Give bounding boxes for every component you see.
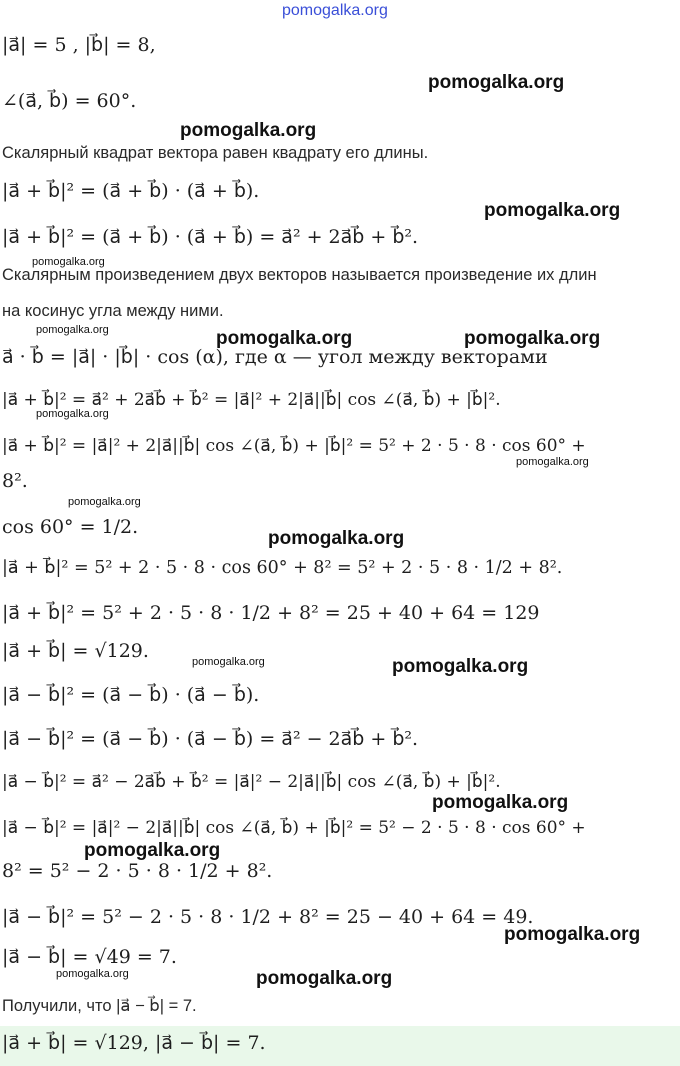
watermark: pomogalka.org	[36, 324, 109, 336]
top-watermark: pomogalka.org	[282, 2, 388, 19]
watermark: pomogalka.org	[36, 408, 109, 420]
formula-line: 8².	[2, 470, 28, 492]
answer-box	[0, 1026, 680, 1066]
formula-line: |a⃗ − b⃗|² = 5² − 2 · 5 · 8 · 1/2 + 8² = 25 − 40 + 64 = 49.	[2, 906, 534, 928]
text-line: Скалярный квадрат вектора равен квадрату его длины.	[2, 144, 429, 162]
watermark: pomogalka.org	[68, 496, 141, 508]
watermark: pomogalka.org	[392, 656, 529, 677]
conclusion-line: Получили, что |a⃗ − b⃗| = 7.	[2, 997, 197, 1015]
watermark: pomogalka.org	[504, 924, 641, 945]
watermark: pomogalka.org	[180, 120, 317, 141]
formula-line: |a⃗ + b⃗|² = 5² + 2 · 5 · 8 · cos 60° + 8² = 5² + 2 · 5 · 8 · 1/2 + 8².	[2, 558, 563, 578]
text-line: на косинус угла между ними.	[2, 302, 224, 320]
given-angle: ∠(a⃗, b⃗) = 60°.	[2, 90, 137, 112]
formula-line: |a⃗ + b⃗|² = |a⃗|² + 2|a⃗||b⃗| cos ∠(a⃗, b⃗) + |b⃗|² = 5² + 2 · 5 · 8 · cos 60° +	[2, 436, 586, 456]
formula-line: |a⃗ + b⃗|² = (a⃗ + b⃗) · (a⃗ + b⃗).	[2, 180, 260, 202]
formula-line: |a⃗ − b⃗| = √49 = 7.	[2, 946, 177, 968]
formula-line: |a⃗ − b⃗|² = |a⃗|² − 2|a⃗||b⃗| cos ∠(a⃗, b⃗) + |b⃗|² = 5² − 2 · 5 · 8 · cos 60° +	[2, 818, 586, 838]
formula-line: |a⃗ − b⃗|² = (a⃗ − b⃗) · (a⃗ − b⃗).	[2, 684, 260, 706]
formula-line: |a⃗ + b⃗| = √129.	[2, 640, 149, 662]
watermark: pomogalka.org	[432, 792, 569, 813]
watermark: pomogalka.org	[216, 328, 353, 349]
formula-line: cos 60° = 1/2.	[2, 516, 139, 538]
formula-line: |a⃗ + b⃗|² = 5² + 2 · 5 · 8 · 1/2 + 8² = 25 + 40 + 64 = 129	[2, 602, 540, 624]
given-lengths: |a⃗| = 5 , |b⃗| = 8,	[2, 34, 156, 56]
formula-line: |a⃗ + b⃗|² = a⃗² + 2a⃗b⃗ + b⃗² = |a⃗|² + 2|a⃗||b⃗| cos ∠(a⃗, b⃗) + |b⃗|².	[2, 390, 501, 410]
formula-line: 8² = 5² − 2 · 5 · 8 · 1/2 + 8².	[2, 860, 273, 882]
watermark: pomogalka.org	[84, 840, 221, 861]
answer-text: |a⃗ + b⃗| = √129, |a⃗ − b⃗| = 7.	[2, 1032, 266, 1054]
watermark: pomogalka.org	[56, 968, 129, 980]
formula-line: |a⃗ + b⃗|² = (a⃗ + b⃗) · (a⃗ + b⃗) = a⃗² + 2a⃗b⃗ + b⃗².	[2, 226, 419, 248]
formula-line: |a⃗ − b⃗|² = a⃗² − 2a⃗b⃗ + b⃗² = |a⃗|² − 2|a⃗||b⃗| cos ∠(a⃗, b⃗) + |b⃗|².	[2, 772, 501, 792]
formula-line: a⃗ · b⃗ = |a⃗| · |b⃗| · cos (α), где α — угол между векторами	[2, 346, 548, 368]
watermark: pomogalka.org	[516, 456, 589, 468]
watermark: pomogalka.org	[268, 528, 405, 549]
watermark: pomogalka.org	[256, 968, 393, 989]
watermark: pomogalka.org	[192, 656, 265, 668]
formula-line: |a⃗ − b⃗|² = (a⃗ − b⃗) · (a⃗ − b⃗) = a⃗² − 2a⃗b⃗ + b⃗².	[2, 728, 419, 750]
watermark: pomogalka.org	[464, 328, 601, 349]
watermark: pomogalka.org	[32, 256, 105, 268]
watermark: pomogalka.org	[428, 72, 565, 93]
watermark: pomogalka.org	[484, 200, 621, 221]
text-line: Скалярным произведением двух векторов называется произведение их длин	[2, 266, 597, 284]
